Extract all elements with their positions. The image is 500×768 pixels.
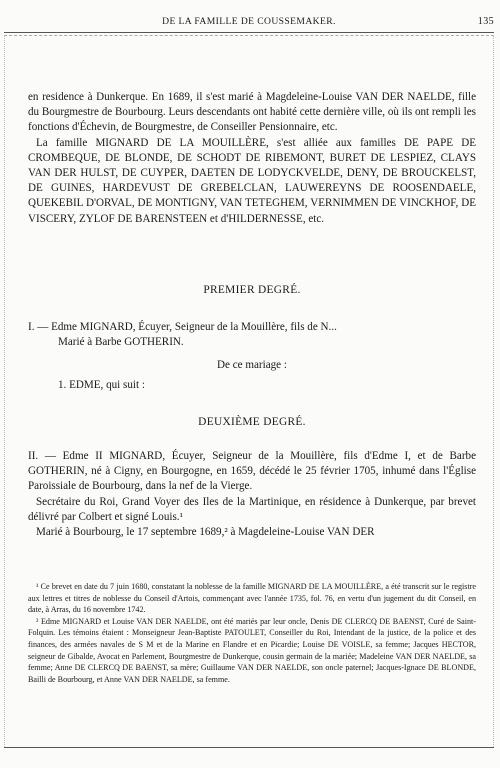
degree2-paragraph-2: Secrétaire du Roi, Grand Voyer des Iles de la Martinique, en résidence à Dunkerque, par brevet délivré par Colbert et signé Louis.¹ bbox=[28, 495, 476, 523]
degree1-marriage: De ce mariage : bbox=[217, 359, 287, 372]
degree1-child: 1. EDME, qui suit : bbox=[58, 378, 145, 391]
footnote-2: ² Edme MIGNARD et Louise VAN DER NAELDE, ont été mariés par leur oncle, Denis DE CLERCQ DE BAENST, Curé de Saint-Folquin. Les témoins étaient : Monseigneur Jean-Baptiste PATOULET, Conseiller du Roi, Intendant de la justice, de la police et des finances, des armées navales de S M et de la Marine en Flandre et en Picardie; Louise DE VOISLE, sa femme; Jacques HECTOR, seigneur de Gibalde, Avocat en Parlement, Bourgmestre de Dunkerque, cousin germain de la mariée; Madeleine VAN DER NAELDE, sa femme; Anne DE CLERCQ DE BAENST, sa mère; Guillaume VAN DER NAELDE, son oncle paternel; Jacques-Ignace DE BLONDE, Bailli de Bourbourg, et Anne VAN DER NAELDE, sa femme. bbox=[28, 616, 476, 684]
left-margin-line bbox=[4, 35, 5, 747]
header-rule bbox=[4, 32, 494, 33]
bottom-rule bbox=[4, 747, 494, 748]
right-margin-line bbox=[493, 35, 494, 747]
heading-deuxieme-degre: DEUXIÈME DEGRÉ. bbox=[198, 416, 306, 428]
degree1-line2: Marié à Barbe GOTHERIN. bbox=[58, 336, 184, 349]
intro-paragraph-1: en residence à Dunkerque. En 1689, il s'est marié à Magdeleine-Louise VAN DER NAELDE, fille du Bourgmestre de Bourbourg. Leurs descendants ont habité cette dernière ville, où ils ont rempli les fonctions d'Échevin, de Bourgmestre, de Conseiller Pensionnaire, etc. bbox=[28, 91, 476, 134]
running-header bbox=[4, 14, 494, 32]
header-rule-dashed bbox=[4, 35, 494, 36]
premier-degre-block bbox=[28, 320, 476, 393]
intro-paragraph-2: La famille MIGNARD DE LA MOUILLÈRE, s'est alliée aux familles DE PAPE DE CROMBEQUE, DE BLONDE, DE SCHODT DE RIBEMONT, BURET DE LESPIEZ, CLAYS VAN DER HULST, DE CUYPER, DAETEN DE LODYCKVELDE, DENY, DE BROUCKELST, DE GUINES, HARDEVUST DE GREBELCLAN, LAUWEREYNS DE ROOSENDAELE, QUEKEBIL D'ORVAL, DE MONTIGNY, VAN TETEGHEM, VERNIMMEN DE VINCKHOF, DE VISCERY, ZYLOF DE BARENSTEEN et d'HILDERNESSE, etc. bbox=[28, 136, 476, 225]
footnote-1: ¹ Ce brevet en date du 7 juin 1680, constatant la noblesse de la famille MIGNARD DE LA MOUILLÈRE, a été transcrit sur le registre aux lettres et titres de noblesse du Conseil d'Artois, commençant avec l'année 1735, fol. 76, en vertu d'un jugement du dit Conseil, en date, à Arras, du 16 novembre 1742. bbox=[28, 582, 476, 615]
heading-premier-degre: PREMIER DEGRÉ. bbox=[203, 284, 301, 296]
footnotes bbox=[28, 581, 476, 685]
degree1-line1: I. — Edme MIGNARD, Écuyer, Seigneur de la Mouillère, fils de N... bbox=[28, 321, 337, 333]
page-number: 135 bbox=[477, 16, 494, 27]
intro-text bbox=[28, 90, 476, 227]
deuxieme-degre-block bbox=[28, 449, 476, 540]
header-title: DE LA FAMILLE DE COUSSEMAKER. bbox=[162, 16, 336, 27]
degree2-paragraph-3: Marié à Bourbourg, le 17 septembre 1689,² à Magdeleine-Louise VAN DER bbox=[36, 526, 375, 539]
degree2-paragraph-1: II. — Edme II MIGNARD, Écuyer, Seigneur de la Mouillère, fils d'Edme I, et de Barbe GOTHERIN, né à Cigny, en Bourgogne, en 1659, décédé le 25 février 1705, inhumé dans l'Église Paroissiale de Bourbourg, dans la nef de la Vierge. bbox=[28, 450, 476, 493]
